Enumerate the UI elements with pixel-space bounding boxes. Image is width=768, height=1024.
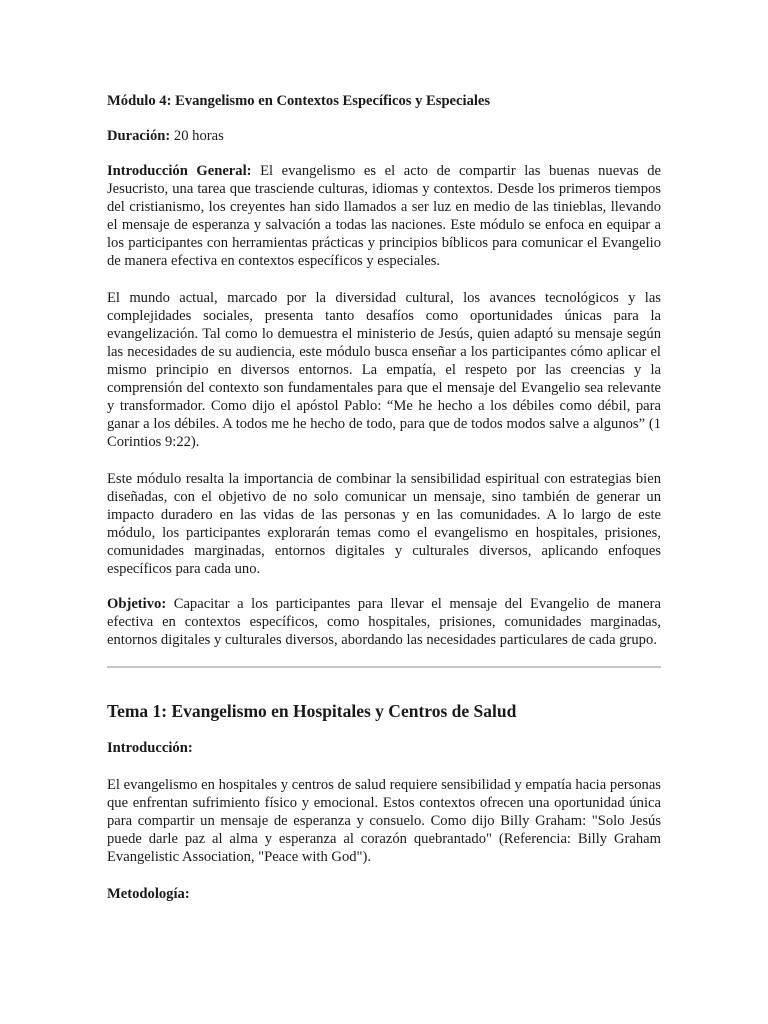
- objective-text: Capacitar a los participantes para llevar el mensaje del Evangelio de manera efectiva en contextos específicos, como hospitales, prisiones, comunidades marginadas, entornos digitales y culturales diversos, abordando las necesidades particulares de cada grupo.: [107, 596, 661, 648]
- topic-1-title: Tema 1: Evangelismo en Hospitales y Centros de Salud: [107, 701, 517, 721]
- duration-line: [107, 127, 661, 145]
- topic-1-methodology-heading: Metodología:: [107, 886, 190, 902]
- topic-1-intro-heading: Introducción:: [107, 740, 193, 756]
- duration-label: Duración:: [107, 128, 171, 144]
- document-page: [107, 92, 661, 903]
- section-divider: [107, 666, 661, 668]
- intro-label: Introducción General:: [107, 163, 252, 179]
- duration-value: 20 horas: [170, 128, 224, 144]
- topic-1-intro-text: El evangelismo en hospitales y centros de salud requiere sensibilidad y empatía hacia personas que enfrentan sufrimiento físico y emocional. Estos contextos ofrecen una oportunidad única para compartir un mensaje de esperanza y consuelo. Como dijo Billy Graham: "Solo Jesús puede darle paz al alma y esperanza al corazón quebrantado" (Referencia: Billy Graham Evangelistic Association, "Peace with God").: [107, 777, 661, 865]
- intro-text: El evangelismo es el acto de compartir las buenas nuevas de Jesucristo, una tarea que trasciende culturas, idiomas y contextos. Desde los primeros tiempos del cristianismo, los creyentes han sido llamados a ser luz en medio de las tinieblas, llevando el mensaje de esperanza y salvación a todas las naciones. Este módulo se enfoca en equipar a los participantes con herramientas prácticas y principios bíblicos para comunicar el Evangelio de manera efectiva en contextos específicos y especiales.: [107, 163, 661, 269]
- objective-label: Objetivo:: [107, 596, 167, 612]
- module-title: Módulo 4: Evangelismo en Contextos Específicos y Especiales: [107, 93, 491, 109]
- intro-paragraph: [107, 162, 661, 270]
- approach-paragraph: Este módulo resalta la importancia de combinar la sensibilidad espiritual con estrategias bien diseñadas, con el objetivo de no solo comunicar un mensaje, sino también de generar un impacto duradero en las vidas de las personas y en las comunidades. A lo largo de este módulo, los participantes explorarán temas como el evangelismo en hospitales, prisiones, comunidades marginadas, entornos digitales y culturales diversos, aplicando enfoques específicos para cada uno.: [107, 471, 661, 577]
- objective-paragraph: [107, 595, 661, 649]
- context-paragraph: El mundo actual, marcado por la diversidad cultural, los avances tecnológicos y las complejidades sociales, presenta tanto desafíos como oportunidades únicas para la evangelización. Tal como lo demuestra el ministerio de Jesús, quien adaptó su mensaje según las necesidades de su audiencia, este módulo busca enseñar a los participantes cómo aplicar el mismo principio en diversos entornos. La empatía, el respeto por las creencias y la comprensión del contexto son fundamentales para que el mensaje del Evangelio sea relevante y transformador. Como dijo el apóstol Pablo: “Me he hecho a los débiles como débil, para ganar a los débiles. A todos me he hecho de todo, para que de todos modos salve a algunos” (1 Corintios 9:22).: [107, 290, 661, 450]
